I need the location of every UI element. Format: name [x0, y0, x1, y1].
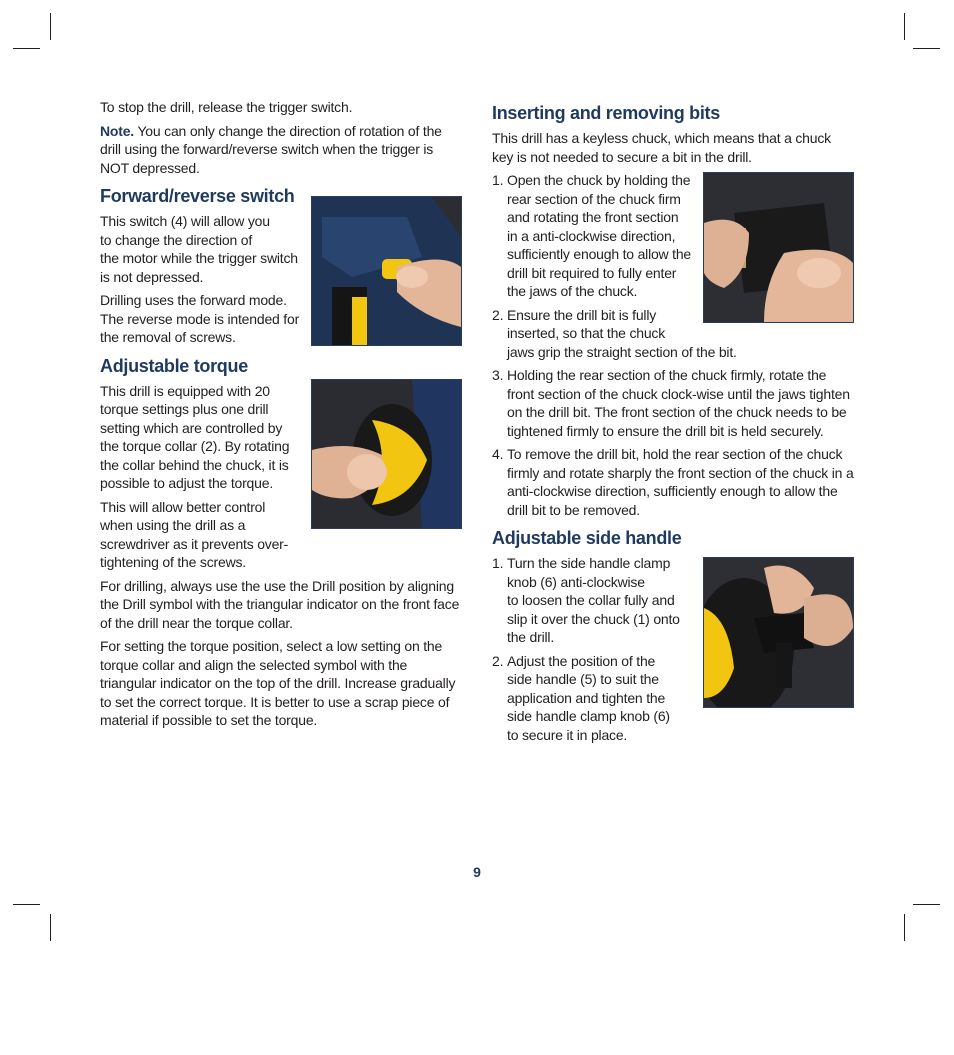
note-text: You can only change the direction of rotation of the drill using the forward/reverse switch when the trigger is NOT depressed.: [100, 122, 442, 176]
page-number: 9: [473, 864, 481, 880]
crop-mark: [913, 904, 940, 905]
intro-text: To stop the drill, release the trigger switch.: [100, 99, 353, 115]
chuck-illustration: [704, 173, 853, 322]
crop-mark: [50, 914, 51, 941]
note-paragraph: [100, 122, 462, 178]
forward-paragraph-2: Drilling uses the forward mode. The reverse mode is intended for the removal of screws.: [100, 292, 300, 345]
crop-mark: [50, 13, 51, 40]
crop-mark: [904, 13, 905, 40]
drill-switch-illustration: [312, 197, 461, 345]
torque-paragraph-1: This drill is equipped with 20 torque settings plus one drill setting which are controlled by the torque collar (2). By rotating the collar behind the chuck, it is possible to adjust the torque.: [100, 382, 290, 491]
list-item: 2. Adjust the position of the side handle (5) to suit the application and tighten the side handle clamp knob (6) to secure it in place.: [492, 652, 670, 743]
side-handle-heading: Adjustable side handle: [492, 528, 682, 548]
crop-mark: [913, 48, 940, 49]
forward-paragraph-1: This switch (4) will allow you to change the direction of the motor while the trigger switch is not depressed.: [100, 213, 298, 285]
crop-mark: [904, 914, 905, 941]
list-item: 2. Ensure the drill bit is fully inserted, so that the chuck jaws grip the straight section of the bit.: [492, 306, 737, 360]
crop-mark: [13, 904, 40, 905]
note-label: Note.: [100, 122, 135, 139]
crop-mark: [13, 48, 40, 49]
list-item: 1. Open the chuck by holding the rear section of the chuck firm and rotating the front section in a anti-clockwise direction, sufficiently enough to allow the drill bit required to fully enter the jaws of the chuck.: [492, 172, 692, 299]
adjustable-torque-heading: Adjustable torque: [100, 355, 248, 376]
side-handle-illustration: [704, 558, 853, 707]
list-item: 1. Turn the side handle clamp knob (6) anti-clockwise to loosen the collar fully and slip it over the chuck (1) onto the drill.: [492, 555, 680, 645]
forward-reverse-heading: Forward/reverse switch: [100, 186, 295, 206]
inserting-bits-heading: Inserting and removing bits: [492, 103, 720, 123]
torque-paragraph-3: For drilling, always use the use the Drill position by aligning the Drill symbol with the triangular indicator on the front face of the drill near the torque collar.: [100, 577, 460, 631]
side-handle-photo: [703, 557, 854, 708]
torque-collar-photo: [311, 379, 462, 529]
torque-paragraph-2: This will allow better control when using the drill as a screwdriver as it prevents over- tightening of the screws.: [100, 498, 289, 570]
list-item: 3. Holding the rear section of the chuck firmly, rotate the front section of the chuck clock-wise until the jaws tighten on the drill bit. The front section of the chuck needs to be tightened firmly to ensure the drill bit is held securely.: [492, 367, 850, 439]
torque-paragraph-4: For setting the torque position, select a low setting on the torque collar and align the selected symbol with the triangular indicator on the top of the drill. Increase gradually to set the correct torque. It is better to use a scrap piece of material if possible to set the torque.: [100, 638, 456, 728]
list-item: 4. To remove the drill bit, hold the rear section of the chuck firmly and rotate sharply the front section of the chuck in a anti-clockwise direction, sufficiently enough to allow the drill bit to be removed.: [492, 446, 854, 518]
keyless-chuck-photo: [703, 172, 854, 323]
torque-collar-illustration: [312, 380, 461, 528]
bits-intro: This drill has a keyless chuck, which means that a chuck key is not needed to secure a bit in the drill.: [492, 130, 831, 165]
forward-reverse-switch-photo: [311, 196, 462, 346]
